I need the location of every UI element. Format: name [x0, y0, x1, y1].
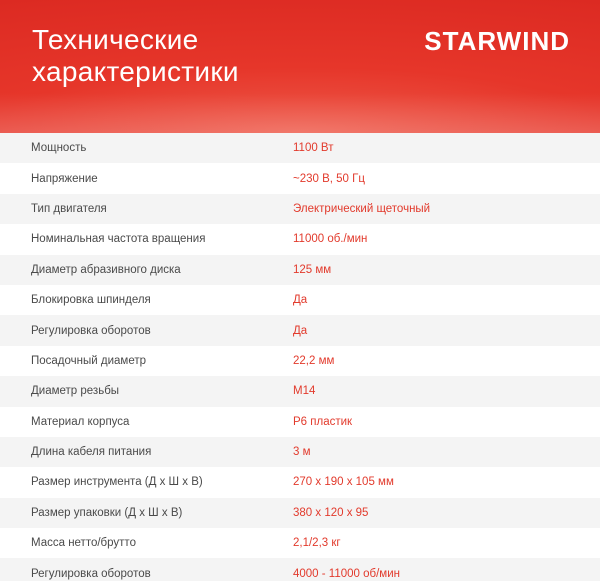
spec-value: 2,1/2,3 кг — [293, 537, 341, 550]
spec-value: Да — [293, 324, 308, 337]
spec-row — [0, 194, 600, 224]
spec-row — [0, 255, 600, 285]
header-banner — [0, 0, 600, 133]
spec-value: P6 пластик — [293, 415, 353, 428]
spec-label: Тип двигателя — [31, 202, 107, 215]
spec-row — [0, 498, 600, 528]
spec-row — [0, 437, 600, 467]
spec-value: 22,2 мм — [293, 354, 335, 367]
spec-row — [0, 467, 600, 497]
spec-value: M14 — [293, 385, 316, 398]
spec-row — [0, 315, 600, 345]
spec-row — [0, 407, 600, 437]
spec-label: Размер упаковки (Д х Ш х В) — [31, 506, 183, 519]
spec-row — [0, 346, 600, 376]
spec-row — [0, 285, 600, 315]
spec-value: 380 х 120 х 95 — [293, 506, 369, 519]
title-line-2: характеристики — [32, 56, 239, 87]
spec-row — [0, 163, 600, 193]
spec-value: Да — [293, 294, 308, 307]
spec-row — [0, 376, 600, 406]
brand-logo: STARWIND — [424, 26, 570, 56]
spec-label: Посадочный диаметр — [31, 354, 146, 367]
spec-value: Электрический щеточный — [293, 202, 431, 215]
spec-label: Номинальная частота вращения — [31, 233, 206, 246]
spec-label: Длина кабеля питания — [31, 446, 152, 459]
spec-label: Регулировка оборотов — [31, 324, 151, 337]
spec-value: 270 х 190 х 105 мм — [293, 476, 394, 489]
spec-label: Материал корпуса — [31, 415, 130, 428]
title-line-1: Технические — [32, 24, 199, 55]
spec-value: 1100 Вт — [293, 142, 334, 155]
spec-value: 4000 - 11000 об/мин — [293, 567, 400, 580]
spec-label: Масса нетто/брутто — [31, 537, 136, 550]
spec-label: Диаметр абразивного диска — [31, 263, 181, 276]
spec-label: Диаметр резьбы — [31, 385, 120, 398]
spec-value: 11000 об./мин — [293, 233, 368, 246]
spec-row — [0, 528, 600, 558]
spec-table — [0, 133, 600, 581]
spec-label: Блокировка шпинделя — [31, 294, 151, 307]
spec-value: ~230 В, 50 Гц — [293, 172, 365, 185]
spec-label: Размер инструмента (Д х Ш х В) — [31, 476, 203, 489]
spec-value: 3 м — [293, 446, 311, 459]
spec-row — [0, 133, 600, 163]
spec-label: Регулировка оборотов — [31, 567, 151, 580]
spec-value: 125 мм — [293, 263, 332, 276]
spec-row — [0, 224, 600, 254]
spec-label: Напряжение — [31, 172, 98, 185]
spec-label: Мощность — [31, 142, 87, 155]
page-title — [32, 24, 239, 88]
spec-row — [0, 558, 600, 581]
